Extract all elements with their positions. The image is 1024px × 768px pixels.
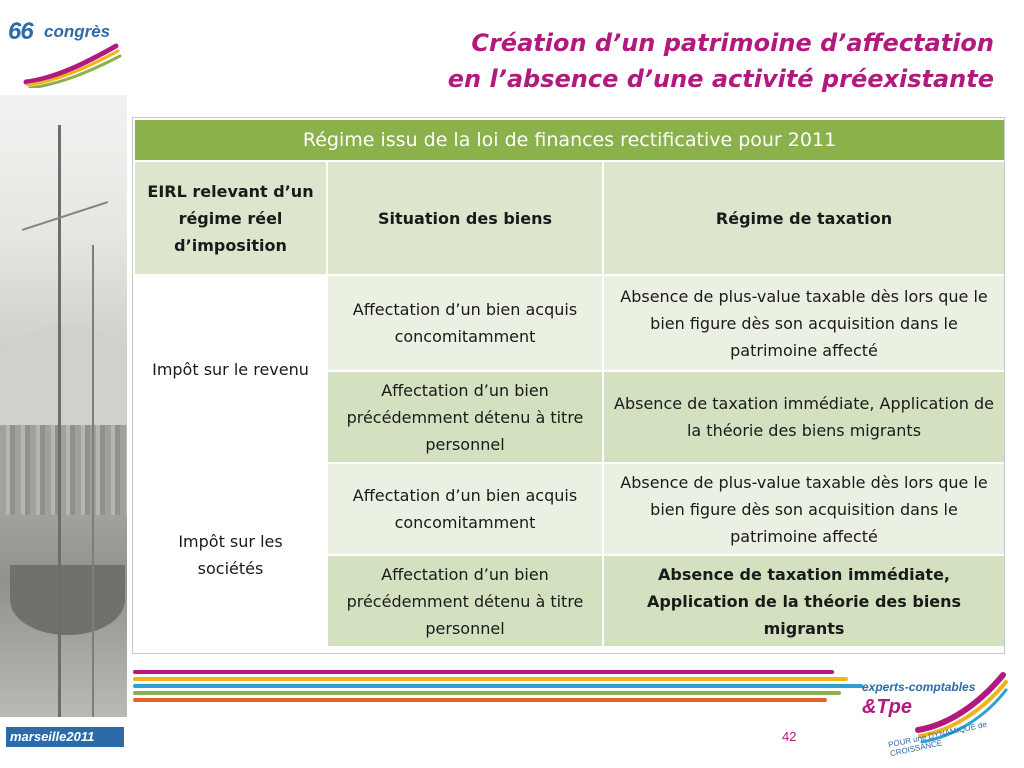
tpe-logo (858, 670, 1008, 759)
congress-logo (6, 18, 128, 88)
slide-title (448, 25, 994, 97)
title-line-1: Création d’un patrimoine d’affectation (471, 29, 994, 57)
group-label-ir: Impôt sur le revenu (134, 275, 327, 463)
table-cell: Affectation d’un bien acquis concomitamment (327, 463, 603, 555)
marseille-logo: marseille2011 (6, 727, 124, 747)
header-regime: Régime de taxation (603, 161, 1005, 275)
tpe-tagline: POUR une DYNAMIQUE de CROISSANCE (887, 719, 988, 759)
logo-swoosh-icon (6, 18, 128, 88)
tpe-line-1: experts-comptables (862, 680, 976, 694)
tpe-line-2: &Tpe (862, 696, 912, 718)
logo-number: 66 (8, 18, 33, 45)
group-label-is: Impôt sur les sociétés (134, 463, 327, 647)
title-line-2: en l’absence d’une activité préexistante (447, 65, 994, 93)
table-cell: Absence de plus-value taxable dès lors que le bien figure dès son acquisition dans le patrimoine affecté (603, 275, 1005, 371)
table-cell: Affectation d’un bien acquis concomitamment (327, 275, 603, 371)
table-cell: Absence de plus-value taxable dès lors que le bien figure dès son acquisition dans le patrimoine affecté (603, 463, 1005, 555)
table-cell: Affectation d’un bien précédemment détenu à titre personnel (327, 371, 603, 463)
table-cell-emphasized: Absence de taxation immédiate, Application de la théorie des biens migrants (603, 555, 1005, 647)
taxation-table (133, 118, 1006, 648)
harbor-photo (0, 95, 127, 717)
table-cell: Affectation d’un bien précédemment détenu à titre personnel (327, 555, 603, 647)
table-cell: Absence de taxation immédiate, Application de la théorie des biens migrants (603, 371, 1005, 463)
header-eirl: EIRL relevant d’un régime réel d’imposition (134, 161, 327, 275)
logo-word: congrès (44, 22, 111, 41)
table-banner: Régime issu de la loi de finances rectificative pour 2011 (134, 119, 1005, 161)
page-number: 42 (782, 729, 797, 744)
decorative-stripes (133, 670, 863, 706)
header-situation: Situation des biens (327, 161, 603, 275)
